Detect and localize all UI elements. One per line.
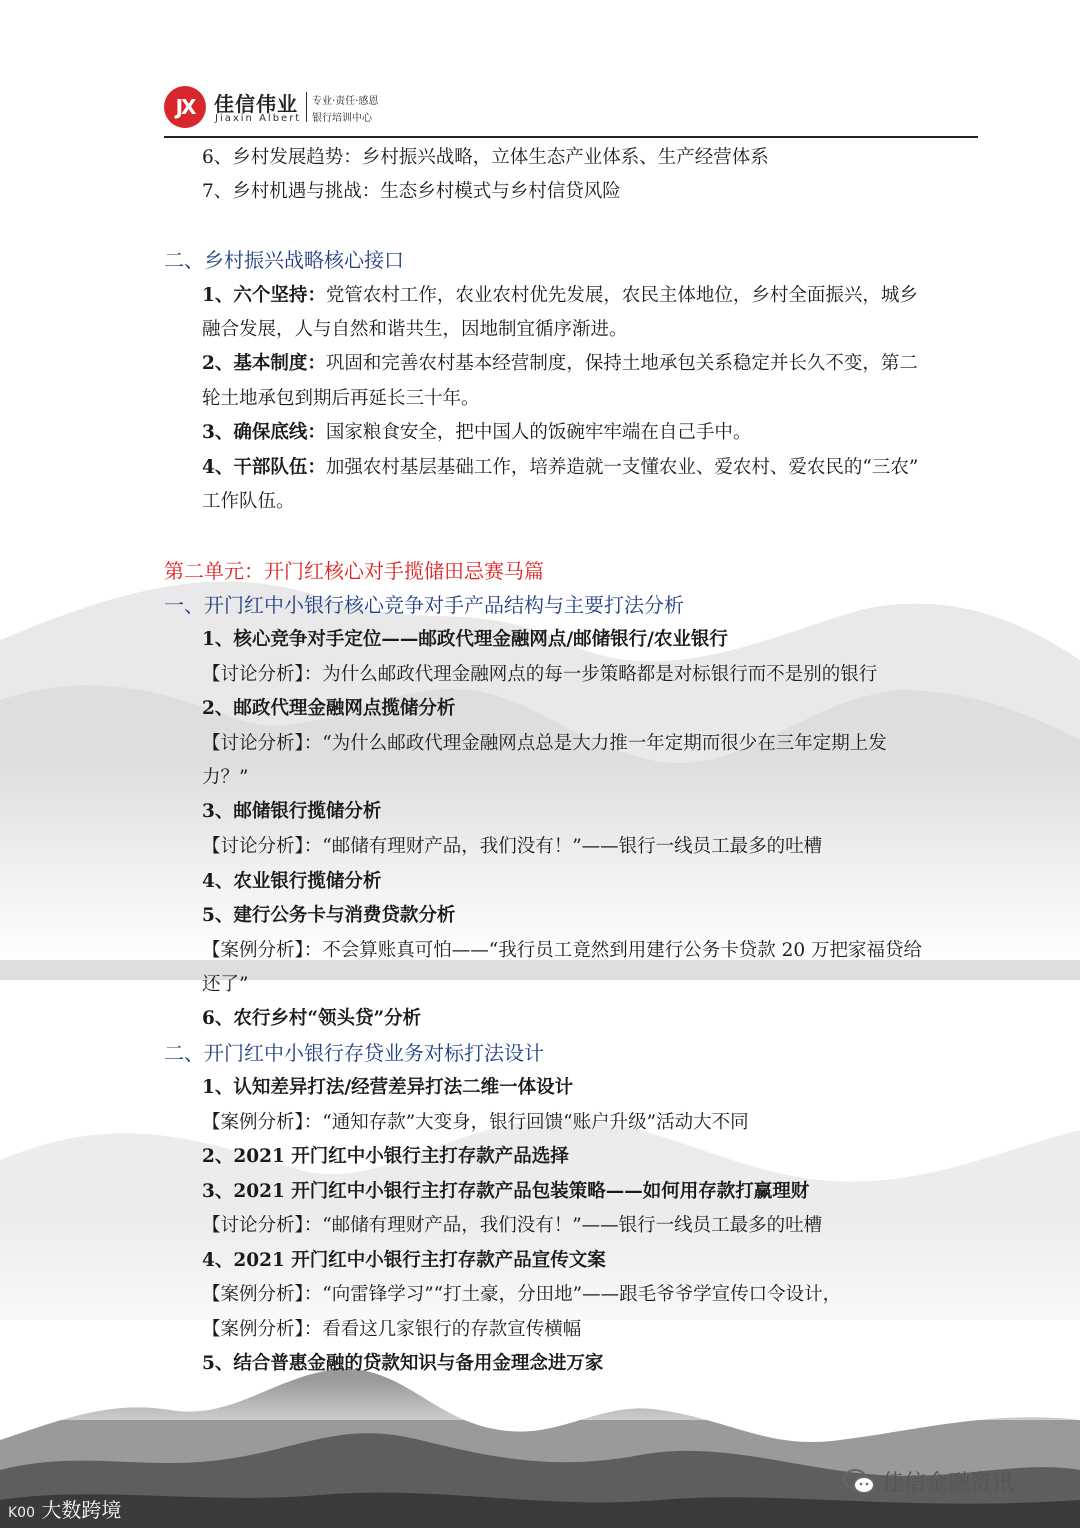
list-item: 2、基本制度：巩固和完善农村基本经营制度，保持土地承包关系稳定并长久不变，第二	[202, 353, 918, 374]
list-item: 6、农行乡村“领头贷”分析	[202, 1008, 422, 1029]
unit-heading: 第二单元：开门红核心对手揽储田忌赛马篇	[164, 559, 544, 583]
watermark-left-text: 大数跨境	[41, 1498, 122, 1522]
discussion-note: 【讨论分析】：为什么邮政代理金融网点的每一步策略都是对标银行而不是别的银行	[202, 664, 878, 685]
section-heading: 二、乡村振兴战略核心接口	[164, 248, 404, 272]
brand-name-en: Jiaxin Albert	[215, 113, 302, 124]
list-item: 5、结合普惠金融的贷款知识与备用金理念进万家	[202, 1353, 604, 1374]
case-note: 【案例分析】：“通知存款”大变身，银行回馈“账户升级”活动大不同	[202, 1112, 749, 1133]
discussion-note: 【讨论分析】：“邮储有理财产品，我们没有！”——银行一线员工最多的吐槽	[202, 836, 823, 857]
brand-name-cn: 佳信伟业	[214, 92, 298, 116]
brand-logo: JX	[164, 86, 206, 128]
section-heading: 一、开门红中小银行核心竞争对手产品结构与主要打法分析	[164, 593, 684, 617]
list-item: 1、核心竞争对手定位——邮政代理金融网点/邮储银行/农业银行	[202, 629, 728, 650]
watermark-right-text: 佳信金融资讯	[882, 1471, 1015, 1496]
list-item-continuation: 融合发展，人与自然和谐共生，因地制宜循序渐进。	[202, 319, 628, 340]
discussion-note: 【讨论分析】：“邮储有理财产品，我们没有！”——银行一线员工最多的吐槽	[202, 1215, 823, 1236]
case-note: 【案例分析】：看看这几家银行的存款宣传横幅	[202, 1319, 582, 1340]
section-heading: 二、开门红中小银行存贷业务对标打法设计	[164, 1041, 544, 1065]
wechat-icon	[842, 1468, 876, 1496]
watermark-left	[8, 1494, 121, 1523]
header-rule	[164, 136, 978, 138]
list-item: 1、认知差异打法/经营差异打法二维一体设计	[202, 1077, 574, 1098]
list-item: 7、乡村机遇与挑战：生态乡村模式与乡村信贷风险	[202, 181, 621, 202]
header-divider	[306, 92, 307, 122]
list-item: 2、邮政代理金融网点揽储分析	[202, 698, 456, 719]
list-item: 3、2021 开门红中小银行主打存款产品包装策略——如何用存款打赢理财	[202, 1181, 810, 1202]
list-item: 3、邮储银行揽储分析	[202, 801, 382, 822]
discussion-note: 【讨论分析】：“为什么邮政代理金融网点总是大力推一年定期而很少在三年定期上发	[202, 733, 887, 754]
watermark-right	[842, 1466, 1014, 1497]
list-item-continuation: 工作队伍。	[202, 491, 295, 512]
list-item: 4、干部队伍：加强农村基层基础工作，培养造就一支懂农业、爱农村、爱农民的“三农”	[202, 457, 919, 478]
case-note-continuation: 还了”	[202, 974, 249, 995]
brand-slogan: 专业·责任·感恩	[312, 96, 379, 107]
list-item: 4、农业银行揽储分析	[202, 871, 382, 892]
list-item: 1、六个坚持：党管农村工作，农业农村优先发展，农民主体地位，乡村全面振兴，城乡	[202, 285, 918, 306]
list-item: 2、2021 开门红中小银行主打存款产品选择	[202, 1146, 569, 1167]
list-item: 6、乡村发展趋势：乡村振兴战略，立体生态产业体系、生产经营体系	[202, 147, 769, 168]
brand-subtitle: 银行培训中心	[312, 113, 372, 124]
k00-logo-icon: K00	[8, 1505, 35, 1521]
list-item-continuation: 轮土地承包到期后再延长三十年。	[202, 388, 480, 409]
discussion-note-continuation: 力？”	[202, 767, 249, 788]
page-header	[164, 84, 978, 136]
case-note: 【案例分析】：“向雷锋学习”“打土豪，分田地”——跟毛爷爷学宣传口令设计，	[202, 1284, 842, 1305]
list-item: 5、建行公务卡与消费贷款分析	[202, 905, 456, 926]
list-item: 4、2021 开门红中小银行主打存款产品宣传文案	[202, 1250, 606, 1271]
case-note: 【案例分析】：不会算账真可怕——“我行员工竟然到用建行公务卡贷款 20 万把家福贷给	[202, 940, 923, 961]
list-item: 3、确保底线：国家粮食安全，把中国人的饭碗牢牢端在自己手中。	[202, 422, 752, 443]
